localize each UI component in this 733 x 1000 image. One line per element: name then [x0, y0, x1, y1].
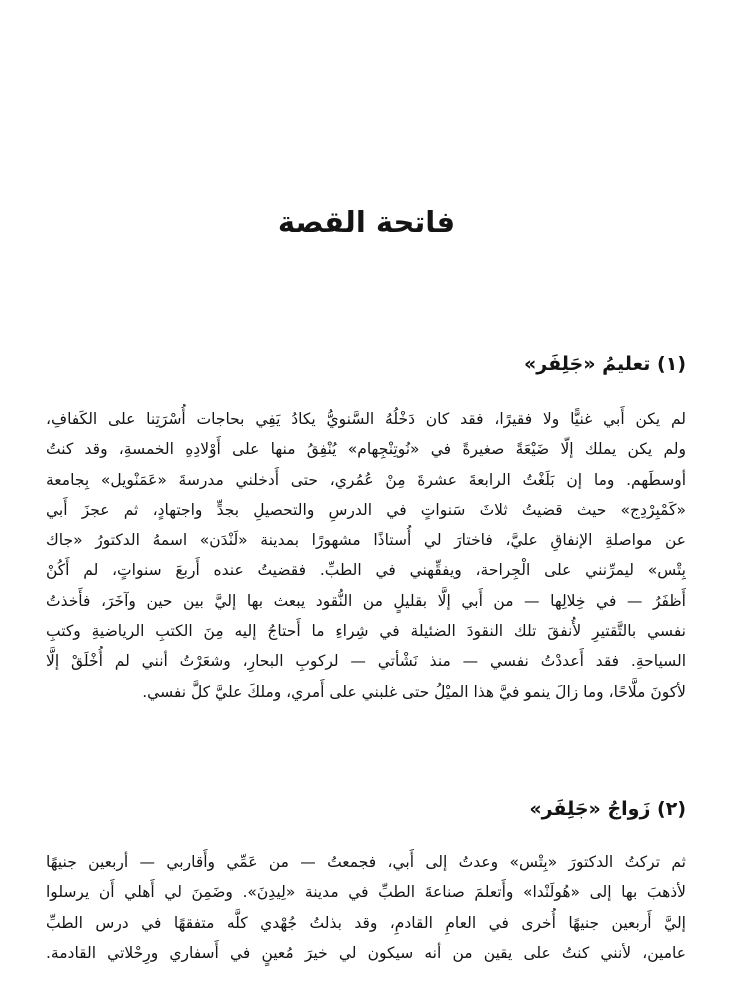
text-line: بِتْس» ليمرِّنني على الْجِراحة، ويفقِّهني في الطبِّ. فقضيتُ عنده أَربعَ سنواتٍ، لم أَكُنْ [46, 561, 686, 580]
section-heading-education: (١) تعليمُ «جَلِفَر» [524, 353, 686, 375]
page-title: فاتحة القصة [277, 205, 456, 239]
text-line: عن مواصلةِ الإنفاقِ عليَّ، فاختارَ لي أُستاذًا مشهورًا بمدينة «لَنْدَن» اسمهُ الدكتورُ «جاك [46, 531, 686, 550]
text-line: نفسي بالتَّقتيرِ لأُنفقَ تلك النقودَ الضئيلة في شِراءِ ما أَحتاجُ إليه مِنَ الكتبِ الرياضيةِ وكتبِ [46, 622, 686, 641]
section-body-marriage [46, 847, 686, 968]
section-body-education [46, 404, 686, 707]
text-line: أوسطَهم. وما إن بَلَغْتُ الرابعةَ عشرةَ مِنْ عُمُري، حتى أَدخلني مدرسةَ «عَمَنْويل» بِجامعة [46, 470, 686, 489]
text-line: «كَمْبِرْدِج» حيث قضيتُ ثلاثَ سَنواتٍ في الدرسِ والتحصيلِ بجدٍّ واجتهادٍ، ثم عجزَ أَبي [46, 500, 686, 519]
text-line: عامين، لأنني كنتُ على يقين من أنه سيكون لي خيرَ مُعينٍ في أَسفاري ورِحْلاتي القادمة. [46, 943, 686, 962]
text-line: ولم يكن يملك إلّا ضَيْعَةً صغيرةً في «نُوتِنْجِهام» يُنْفِقُ منها على أَوْلادِهِ الخمسةِ، وقد كنتُ [46, 440, 686, 459]
text-line: لم يكن أَبي غنيًّا ولا فقيرًا، فقد كان دَخْلُهُ السَّنويُّ يكادُ يَفِي بحاجات أُسْرَتِنا على الكَفافِ، [46, 410, 686, 428]
text-line: لأذهبَ بها إلى «هُولَنْدا» وأَتعلمَ صناعةَ الطبِّ في مدينة «لِيدِنَ». وضَمِنَ لي أَهلي أَن يرسلوا [46, 883, 686, 902]
text-line: السياحةِ. فقد أَعددْتُ نفسي — منذ نَشْأتي — لركوبِ البحارِ، وشعَرْتُ أنني لم أُخْلَقْ إلَّا [46, 652, 686, 671]
text-line: إليَّ أَربعين جنيهًا أُخرى في العامِ القادمِ، وقد بذلتُ جُهْدي كلَّه متفقهًا في درس الطبِّ [46, 913, 686, 932]
text-line: ثم تركتُ الدكتورَ «بِتْس» وعدتُ إلى أَبي، فجمعتُ — من عَمِّي وأَقاربي — أربعين جنيهًا [46, 853, 686, 871]
section-heading-marriage: (٢) زَواجُ «جَلِفَر» [529, 798, 686, 820]
text-line: أَظفَرُ — في خِلالِها — من أَبي إلَّا بقليلٍ من النُّقود يبعث بها إليَّ بين حين وآخَرَ، فأَخذتُ [46, 591, 686, 610]
text-line: لأكونَ ملَّاحًا، وما زالَ ينمو فيَّ هذا الميْلُ حتى غلبني على أَمري، وملكَ عليَّ كلَّ نفسي. [142, 682, 686, 701]
